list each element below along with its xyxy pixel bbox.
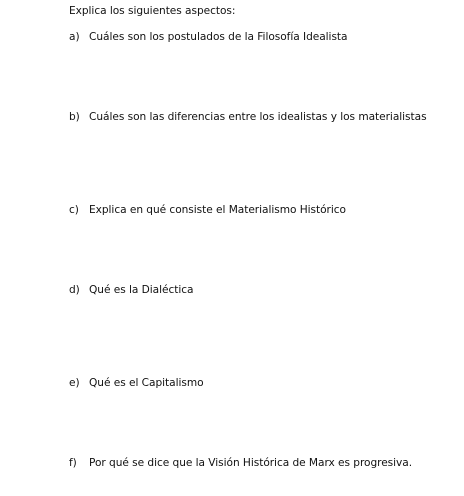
question-text: Qué es el Capitalismo [89,377,204,389]
question-text: Por qué se dice que la Visión Histórica de Marx es progresiva. [89,457,413,469]
question-f [69,457,412,470]
question-c [69,204,346,217]
question-text: Cuáles son las diferencias entre los idealistas y los materialistas [89,111,427,123]
question-e [69,377,204,390]
question-letter: c) [69,204,79,216]
question-d [69,284,193,297]
question-b [69,111,427,124]
question-letter: a) [69,31,80,43]
question-letter: d) [69,284,80,296]
question-text: Explica en qué consiste el Materialismo Histórico [89,204,346,216]
question-a [69,31,347,44]
question-text: Cuáles son los postulados de la Filosofía Idealista [89,31,348,43]
instructions-heading: Explica los siguientes aspectos: [69,5,236,17]
question-letter: e) [69,377,80,389]
question-text: Qué es la Dialéctica [89,284,194,296]
question-letter: b) [69,111,80,123]
question-letter: f) [69,457,77,469]
